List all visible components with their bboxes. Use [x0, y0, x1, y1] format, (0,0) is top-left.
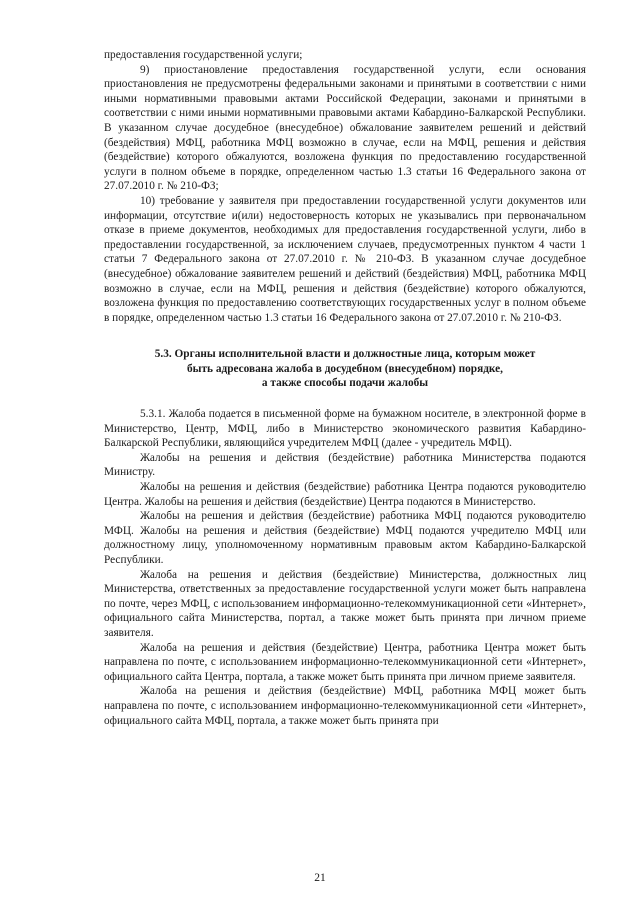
paragraph: Жалоба на решения и действия (бездействие) Центра, работника Центра может быть направлена по почте, с использованием информационно-телекоммуникационной сети «Интернет», официального сайта Центра, портала, а также может быть принята при личном приеме заявителя.	[104, 641, 586, 683]
paragraph: Жалобы на решения и действия (бездействие) работника Центра подаются руководителю Центра. Жалобы на решения и действия (бездействие) Центра подаются в Министерство.	[104, 481, 586, 508]
section-heading	[104, 347, 586, 391]
section-heading-line: а также способы подачи жалобы	[261, 377, 429, 390]
paragraph: Жалобы на решения и действия (бездействие) работника Министерства подаются Министру.	[104, 451, 586, 479]
paragraph-5-3-1: 5.3.1. Жалоба подается в письменной форме на бумажном носителе, в электронной форме в Министерство, Центр, МФЦ, либо в Министерство экономического развития Кабардино-Балкарской Республики, являющийся учредителем МФЦ (далее - учредитель МФЦ).	[104, 408, 586, 450]
section-heading-line: 5.3. Органы исполнительной власти и должностные лица, которым может	[154, 348, 536, 361]
paragraph-continuation: предоставления государственной услуги;	[104, 49, 303, 61]
page-body	[104, 48, 586, 728]
section-heading-line: быть адресована жалоба в досудебном (внесудебном) порядке,	[187, 362, 503, 375]
spacer	[104, 325, 586, 347]
list-item-10: 10) требование у заявителя при предоставлении государственной услуги документов или информации, отсутствие и(или) недостоверность которых не указывались при первоначальном отказе в приеме документов, необходимых для предоставления государственной услуги, либо в предоставлении государственной, за исключением случаев, предусмотренных пунктом 4 части 1 статьи 7 Федерального закона от 27.07.2010 г. № 210-ФЗ. В указанном случае досудебное (внесудебное) обжалование заявителем решений и действий (бездействия) МФЦ, работника МФЦ возможно в случае, если на МФЦ, решения и действия (бездействие) которого обжалуются, возложена функция по предоставлению соответствующих государственных услуг в полном объеме в порядке, определенном частью 1.3 статьи 16 Федерального закона от 27.07.2010 г. № 210-ФЗ.	[104, 194, 586, 324]
list-item-9: 9) приостановление предоставления государственной услуги, если основания приостановления не предусмотрены федеральными законами и принятыми в соответствии с ними иными нормативными правовыми актами Российской Федерации, законами и принятыми в соответствии с ними иными нормативными правовыми актами Кабардино-Балкарской Республики. В указанном случае досудебное (внесудебное) обжалование заявителем решений и действий (бездействия) МФЦ, работника МФЦ возможно в случае, если на МФЦ, решения и действия (бездействие) которого обжалуются, возложена функция по предоставлению государственной услуги в полном объеме в порядке, определенном частью 1.3 статьи 16 Федерального закона от 27.07.2010 г. № 210-ФЗ;	[104, 63, 586, 193]
paragraph: Жалоба на решения и действия (бездействие) МФЦ, работника МФЦ может быть направлена по почте, с использованием информационно-телекоммуникационной сети «Интернет», официального сайта МФЦ, портала, а также может быть принята при	[104, 685, 586, 727]
paragraph: Жалобы на решения и действия (бездействие) работника МФЦ подаются руководителю МФЦ. Жалобы на решения и действия (бездействие) МФЦ подаются учредителю МФЦ или должностному лицу, уполномоченному нормативным правовым актом Кабардино-Балкарской Республики.	[104, 510, 586, 566]
paragraph: Жалоба на решения и действия (бездействие) Министерства, должностных лиц Министерства, ответственных за предоставление государственной услуги может быть направлена по почте, через МФЦ, с использованием информационно-телекоммуникационной сети «Интернет», официального сайта Министерства, портал, а также может быть принята при личном приеме заявителя.	[104, 568, 586, 639]
spacer	[104, 391, 586, 407]
page-number: 21	[314, 872, 326, 884]
